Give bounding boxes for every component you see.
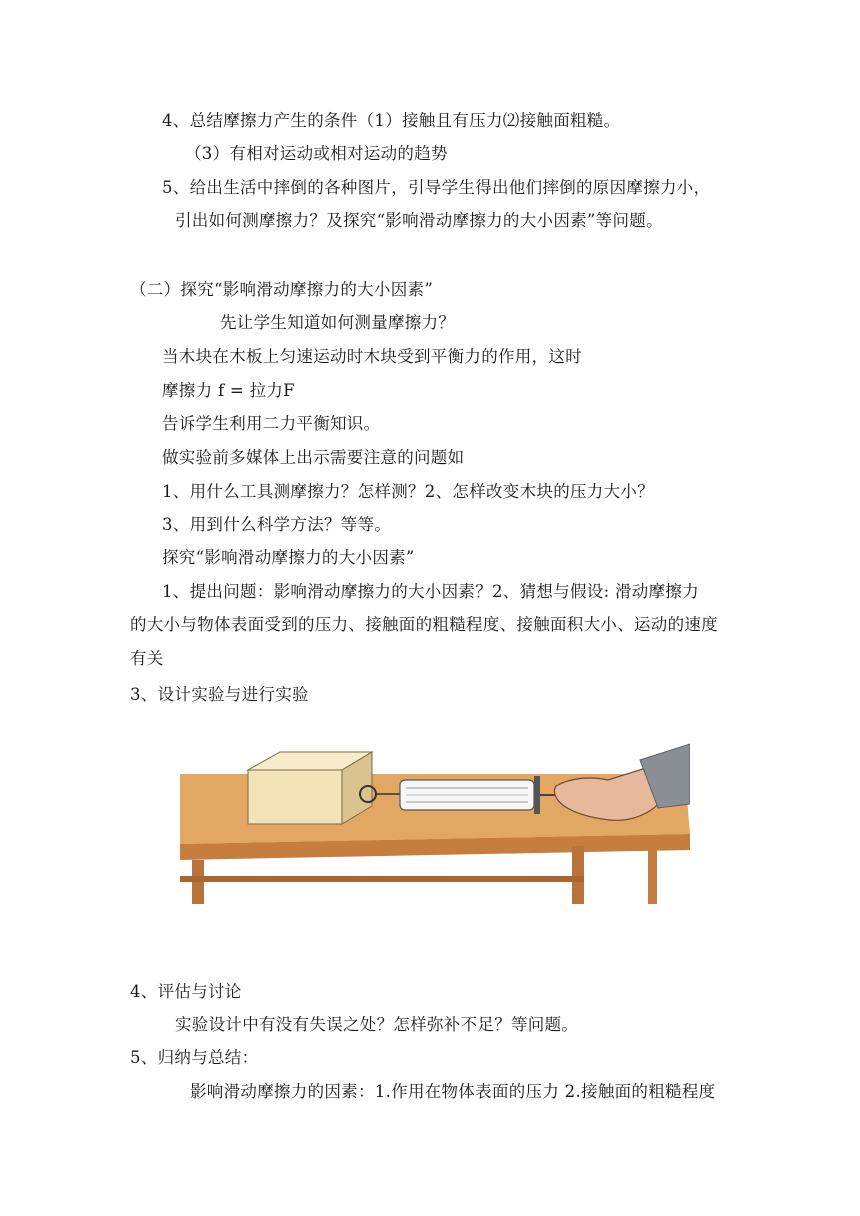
table-crossbar: [180, 876, 584, 882]
text-line-18: 4、评估与讨论: [130, 982, 242, 1001]
table-leg-far: [648, 842, 657, 904]
text-line-6: 先让学生知道如何测量摩擦力？: [220, 313, 456, 332]
text-line-16: 有关: [130, 649, 164, 668]
text-line-21: 影响滑动摩擦力的因素：1.作用在物体表面的压力 2.接触面的粗糙程度: [190, 1082, 716, 1101]
spring-scale-end: [534, 776, 540, 814]
wood-block-front: [248, 770, 342, 824]
text-line-2: （3）有相对运动或相对运动的趋势: [185, 144, 448, 163]
text-line-11: 1、用什么工具测摩擦力？怎样测？2、怎样改变木块的压力大小？: [162, 482, 654, 501]
text-line-14: 1、提出问题：影响滑动摩擦力的大小因素？2、猜想与假设: 滑动摩擦力: [162, 582, 699, 601]
formula-line: 摩擦力 f = 拉力F: [162, 381, 295, 400]
text-line-19: 实验设计中有没有失误之处？怎样弥补不足？等问题。: [175, 1015, 579, 1034]
text-line-15: 的大小与物体表面受到的压力、接触面的粗糙程度、接触面积大小、运动的速度: [130, 615, 718, 634]
text-line-9: 告诉学生利用二力平衡知识。: [162, 414, 381, 433]
section-heading: （二）探究“影响滑动摩擦力的大小因素”: [130, 280, 434, 299]
text-line-10: 做实验前多媒体上出示需要注意的问题如: [162, 448, 465, 467]
text-line-12: 3、用到什么科学方法？等等。: [162, 515, 392, 534]
text-line-7: 当木块在木板上匀速运动时木块受到平衡力的作用，这时: [162, 347, 582, 366]
table-leg-right: [572, 846, 584, 904]
text-line-20: 5、归纳与总结：: [130, 1048, 259, 1067]
text-line-3: 5、给出生活中摔倒的各种图片，引导学生得出他们摔倒的原因摩擦力小，: [162, 178, 711, 197]
text-line-4: 引出如何测摩擦力？及探究“影响滑动摩擦力的大小因素”等问题。: [175, 211, 663, 230]
text-line-13: 探究“影响滑动摩擦力的大小因素”: [162, 548, 415, 567]
text-line-17: 3、设计实验与进行实验: [130, 685, 309, 704]
text-line-1: 4、总结摩擦力产生的条件（1）接触且有压力⑵接触面粗糙。: [162, 111, 621, 130]
friction-experiment-illustration: [180, 742, 690, 904]
